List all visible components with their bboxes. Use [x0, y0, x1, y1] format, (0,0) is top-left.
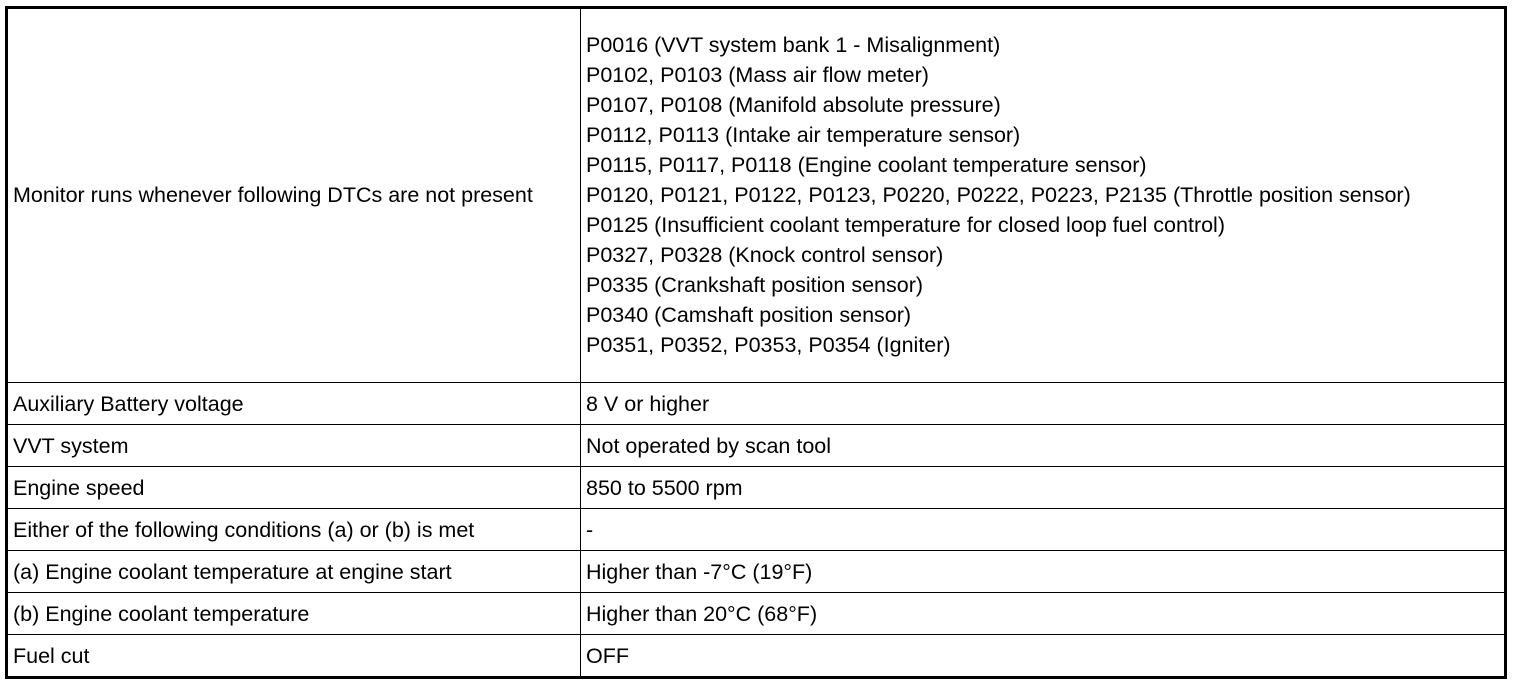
value-cell: Higher than -7°C (19°F) [581, 551, 1506, 593]
dtc-line: P0112, P0113 (Intake air temperature sensor) [586, 123, 1021, 147]
table-row [7, 8, 1506, 383]
condition-cell: Engine speed [7, 467, 581, 509]
table-row [7, 509, 1506, 551]
condition-cell: (b) Engine coolant temperature [7, 593, 581, 635]
value-cell: Not operated by scan tool [581, 425, 1506, 467]
dtc-list-cell [581, 8, 1506, 383]
value-cell: 850 to 5500 rpm [581, 467, 1506, 509]
condition-cell: Fuel cut [7, 635, 581, 678]
dtc-line: P0016 (VVT system bank 1 - Misalignment) [586, 33, 1001, 57]
condition-cell: (a) Engine coolant temperature at engine start [7, 551, 581, 593]
table-row [7, 551, 1506, 593]
table-row [7, 467, 1506, 509]
value-cell: - [581, 509, 1506, 551]
monitor-conditions-table [5, 6, 1507, 679]
dtc-line: P0340 (Camshaft position sensor) [586, 303, 912, 327]
dtc-line: P0351, P0352, P0353, P0354 (Igniter) [586, 333, 951, 357]
dtc-line: P0107, P0108 (Manifold absolute pressure) [586, 93, 1001, 117]
table-row [7, 635, 1506, 678]
condition-cell: Monitor runs whenever following DTCs are not present [7, 8, 581, 383]
table-row [7, 593, 1506, 635]
dtc-line: P0327, P0328 (Knock control sensor) [586, 243, 944, 267]
dtc-line: P0120, P0121, P0122, P0123, P0220, P0222, P0223, P2135 (Throttle position sensor) [586, 183, 1411, 207]
value-cell: OFF [581, 635, 1506, 678]
dtc-line: P0335 (Crankshaft position sensor) [586, 273, 924, 297]
value-cell: Higher than 20°C (68°F) [581, 593, 1506, 635]
dtc-line: P0115, P0117, P0118 (Engine coolant temperature sensor) [586, 153, 1147, 177]
dtc-line: P0102, P0103 (Mass air flow meter) [586, 63, 929, 87]
condition-cell: Auxiliary Battery voltage [7, 383, 581, 425]
condition-cell: Either of the following conditions (a) or (b) is met [7, 509, 581, 551]
condition-cell: VVT system [7, 425, 581, 467]
table-row [7, 383, 1506, 425]
value-cell: 8 V or higher [581, 383, 1506, 425]
dtc-line: P0125 (Insufficient coolant temperature for closed loop fuel control) [586, 213, 1225, 237]
table-row [7, 425, 1506, 467]
